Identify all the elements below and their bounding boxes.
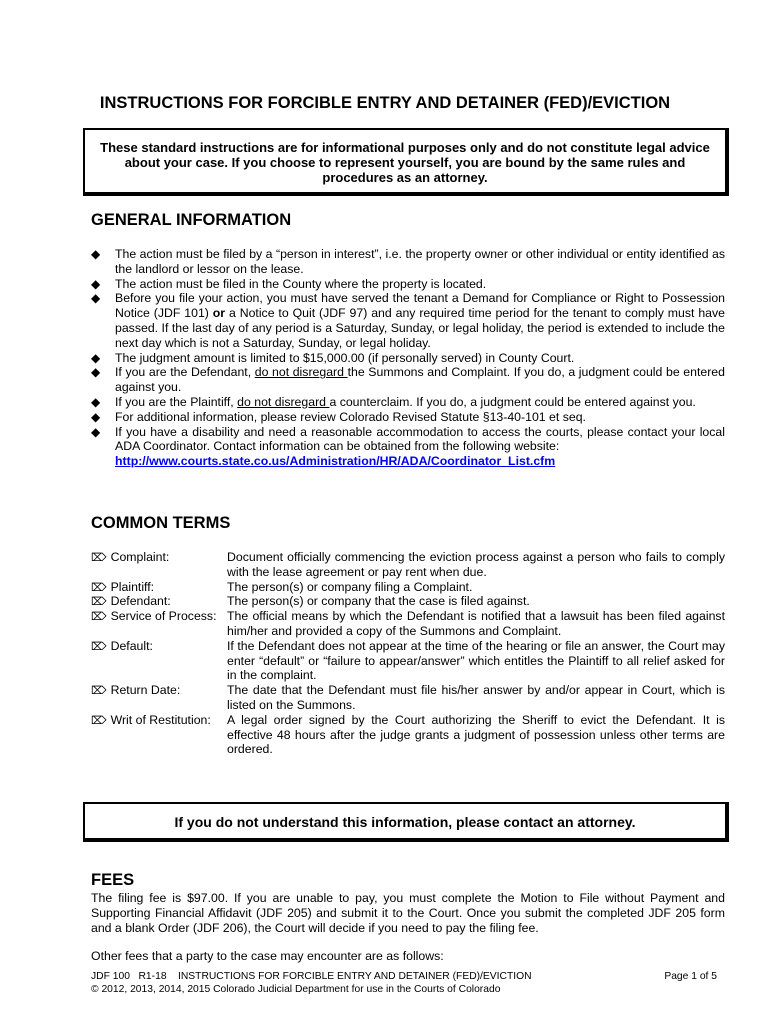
term-definition: A legal order signed by the Court authorizing the Sheriff to evict the Defendant. It is effective 48 hours after the judge grants a judgment of possession unless other terms are ordered. xyxy=(227,712,725,757)
bullet-underline: do not disregard xyxy=(254,365,348,380)
term-label-text: Plaintiff: xyxy=(110,579,155,594)
checkbox-arrow-icon: ⌦ xyxy=(91,685,107,698)
checkbox-arrow-icon: ⌦ xyxy=(91,640,107,653)
term-definition: If the Defendant does not appear at the time of the hearing or file an answer, the Court may enter “default” or “failure to appear/answer” which entitles the Plaintiff to all relief asked for in the complaint. xyxy=(227,638,725,683)
term-definition: The person(s) or company filing a Complaint. xyxy=(227,579,473,594)
bullet-text: If you are the Plaintiff, xyxy=(115,394,238,409)
term-label xyxy=(91,683,183,699)
term-label-text: Writ of Restitution: xyxy=(110,712,211,727)
bullet-text-cont: a counterclaim. If you do, a judgment could be entered against you. xyxy=(329,394,696,409)
common-terms-heading: COMMON TERMS xyxy=(91,514,231,532)
general-info-list xyxy=(91,247,725,469)
checkbox-arrow-icon: ⌦ xyxy=(91,581,107,594)
term-label-text: Service of Process: xyxy=(110,609,217,624)
footer-copyright: © 2012, 2013, 2014, 2015 Colorado Judicial Department for use in the Courts of Colorado xyxy=(91,984,501,995)
term-definition: The official means by which the Defendant is notified that a lawsuit has been filed against him/her and provided a copy of the Summons and Complaint. xyxy=(227,609,725,638)
term-definition: The person(s) or company that the case is filed against. xyxy=(227,594,530,609)
term-item xyxy=(91,609,725,639)
term-definition: The date that the Defendant must file his/her answer by and/or appear in Court, which is listed on the Summons. xyxy=(227,683,725,712)
bullet-text: The action must be filed by a “person in interest”, i.e. the property owner or other individual or entity identified as the landlord or lessor on the lease. xyxy=(115,247,725,276)
common-terms-list xyxy=(91,550,725,757)
bullet-text: For additional information, please review Colorado Revised Statute §13-40-101 et seq. xyxy=(115,409,586,424)
diamond-bullet-icon: ◆ xyxy=(91,365,101,380)
term-label xyxy=(91,639,156,655)
bullet-text-cont: the Summons and Complaint. If you do, a judgment could be entered against you. xyxy=(115,365,725,395)
fees-section xyxy=(91,891,725,964)
page-number: Page 1 of 5 xyxy=(664,971,717,982)
term-label-text: Complaint: xyxy=(110,550,170,564)
fees-heading: FEES xyxy=(91,871,135,889)
diamond-bullet-icon: ◆ xyxy=(91,424,101,439)
term-item xyxy=(91,594,725,609)
bullet-emphasis: or xyxy=(212,306,226,321)
bullet-underline: do not disregard xyxy=(237,394,330,409)
term-label-text: Return Date: xyxy=(110,683,181,698)
diamond-bullet-icon: ◆ xyxy=(91,350,101,365)
term-item xyxy=(91,580,725,595)
page-footer xyxy=(91,970,725,996)
bullet-text-cont: a Notice to Quit (JDF 97) and any required time period for the tenant to comply must have passed. If the last day of any period is a Saturday, Sunday, or legal holiday, the period is extended to include the next day which is not a Saturday, Sunday, or legal holiday. xyxy=(115,306,725,350)
page-title: INSTRUCTIONS FOR FORCIBLE ENTRY AND DETAINER (FED)/EVICTION xyxy=(99,94,671,112)
diamond-bullet-icon: ◆ xyxy=(91,409,101,424)
term-item xyxy=(91,550,725,580)
bullet-text: The action must be filed in the County where the property is located. xyxy=(115,276,487,291)
term-item xyxy=(91,713,725,757)
bullet-text: If you are the Defendant, xyxy=(115,365,255,380)
term-label xyxy=(91,594,174,610)
bullet-item xyxy=(91,277,725,292)
diamond-bullet-icon: ◆ xyxy=(91,276,101,291)
term-label xyxy=(91,550,172,566)
bullet-item xyxy=(91,291,725,350)
term-label-text: Defendant: xyxy=(110,594,171,609)
other-fees-paragraph: Other fees that a party to the case may encounter are as follows: xyxy=(91,949,444,964)
bullet-item xyxy=(91,425,725,469)
bullet-item xyxy=(91,247,725,277)
term-label-text: Default: xyxy=(110,638,153,653)
diamond-bullet-icon: ◆ xyxy=(91,394,101,409)
bullet-text: If you have a disability and need a reasonable accommodation to access the courts, please contact your local ADA Coordinator. Contact information can be obtained from the following website: xyxy=(115,424,725,454)
term-label xyxy=(91,580,157,596)
term-item xyxy=(91,683,725,713)
fees-paragraph: The filing fee is $97.00. If you are unable to pay, you must complete the Motion to File without Payment and Supporting Financial Affidavit (JDF 205) and submit it to the Court. Once you submit the completed JDF 205 form and a blank Order (JDF 206), the Court will decide if you need to pay the filing fee. xyxy=(91,891,725,935)
bullet-text: The judgment amount is limited to $15,000.00 (if personally served) in County Court. xyxy=(115,350,575,365)
bullet-text: Before you file your action, you must have served the tenant a Demand for Compliance or Right to Possession Notice (JDF 101) xyxy=(115,291,725,321)
contact-attorney-box: If you do not understand this information, please contact an attorney. xyxy=(83,802,729,842)
diamond-bullet-icon: ◆ xyxy=(91,247,101,261)
ada-coordinator-link[interactable]: http://www.courts.state.co.us/Administration/HR/ADA/Coordinator_List.cfm xyxy=(115,454,556,469)
bullet-item xyxy=(91,395,725,410)
bullet-item xyxy=(91,410,725,425)
term-item xyxy=(91,639,725,683)
checkbox-arrow-icon: ⌦ xyxy=(91,714,107,727)
term-label xyxy=(91,713,214,729)
checkbox-arrow-icon: ⌦ xyxy=(91,611,107,624)
bullet-item xyxy=(91,365,725,395)
term-label xyxy=(91,609,220,625)
checkbox-arrow-icon: ⌦ xyxy=(91,596,107,609)
disclaimer-box: These standard instructions are for informational purposes only and do not constitute legal advice about your case. If you choose to represent yourself, you are bound by the same rules and procedures as an attorney. xyxy=(83,128,729,196)
term-definition: Document officially commencing the eviction process against a person who fails to comply with the lease agreement or pay rent when due. xyxy=(227,550,725,579)
footer-form-id: JDF 100 R1-18 INSTRUCTIONS FOR FORCIBLE ENTRY AND DETAINER (FED)/EVICTION xyxy=(91,971,532,982)
general-info-heading: GENERAL INFORMATION xyxy=(91,211,292,229)
checkbox-arrow-icon: ⌦ xyxy=(91,552,107,564)
bullet-item xyxy=(91,351,725,366)
diamond-bullet-icon: ◆ xyxy=(91,291,101,306)
